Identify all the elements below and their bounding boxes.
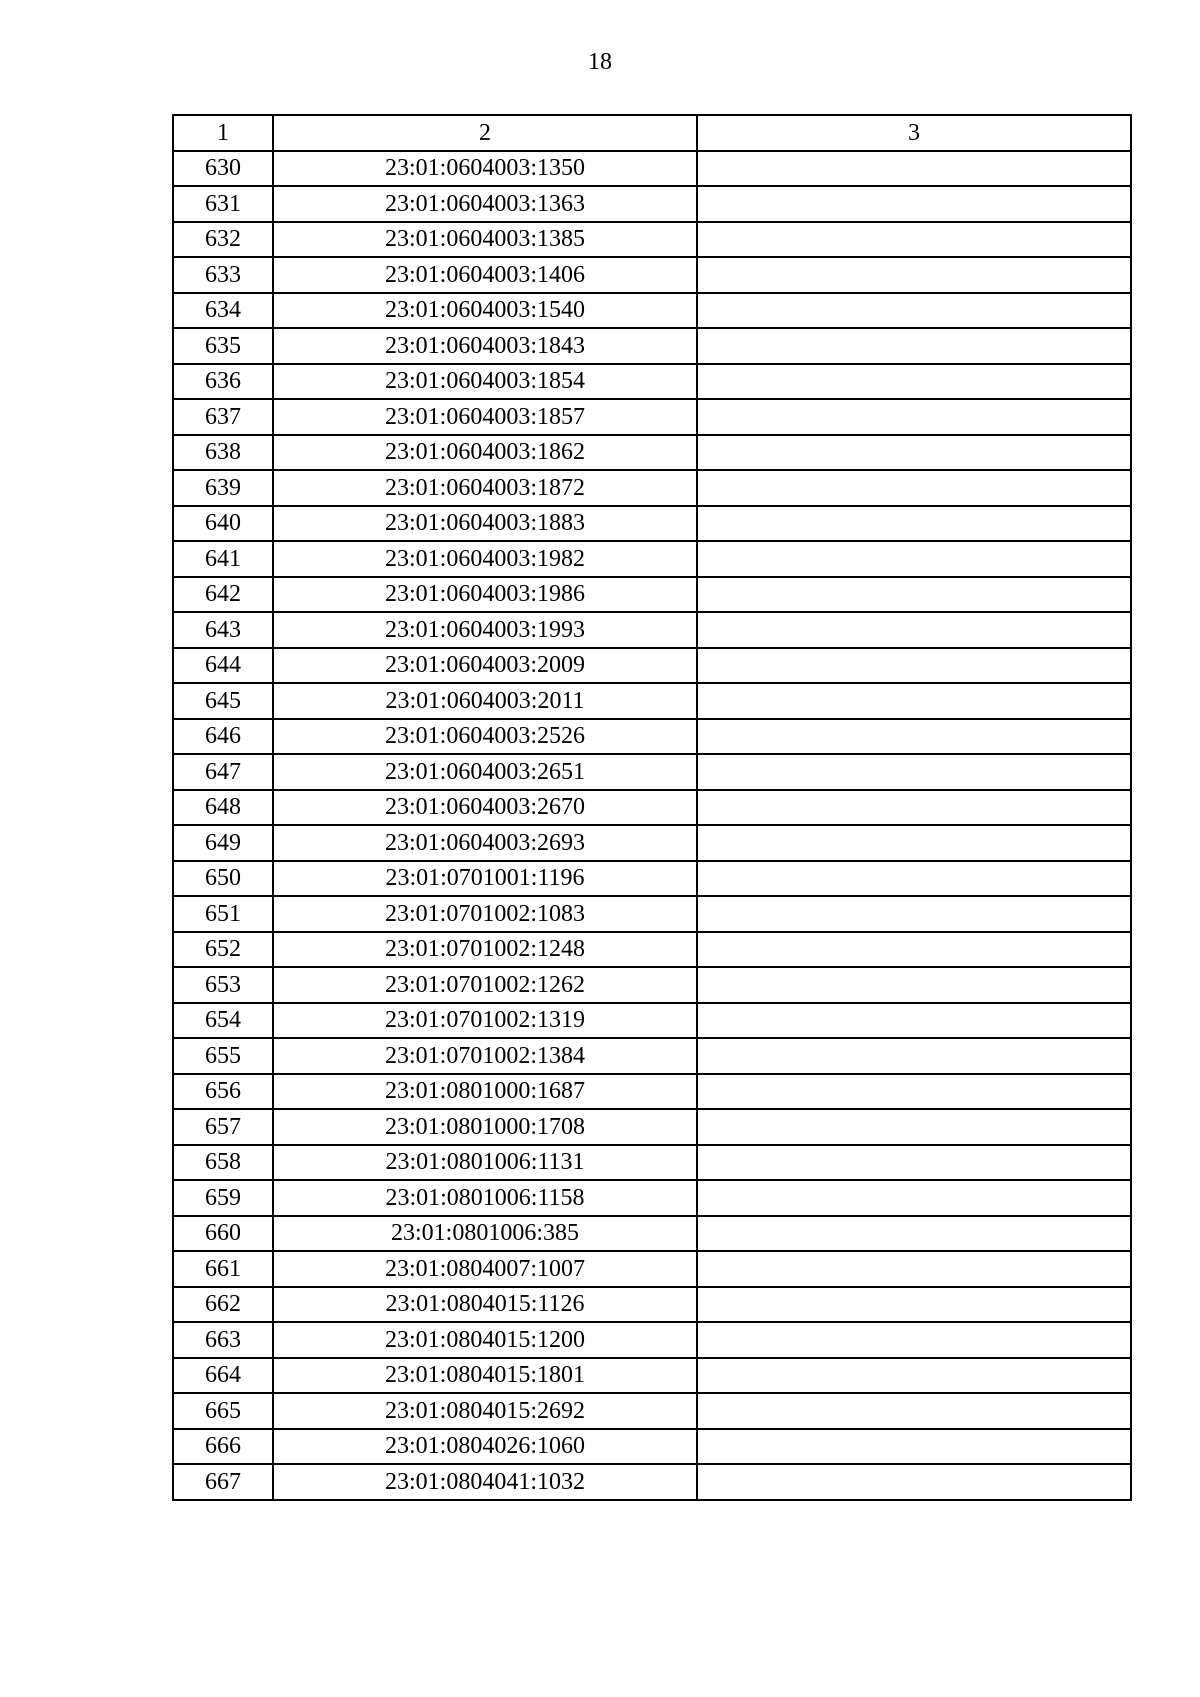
table-row [173, 1180, 1131, 1216]
cadastral-number-cell: 23:01:0604003:1350 [273, 151, 697, 187]
table-row [173, 1145, 1131, 1181]
row-number-cell: 644 [173, 648, 273, 684]
note-cell [697, 151, 1131, 187]
row-number-cell: 667 [173, 1464, 273, 1500]
cadastral-number-cell: 23:01:0604003:1982 [273, 541, 697, 577]
table-row [173, 506, 1131, 542]
page-number: 18 [588, 49, 612, 75]
note-cell [697, 967, 1131, 1003]
row-number-cell: 630 [173, 151, 273, 187]
table-row [173, 470, 1131, 506]
row-number-cell: 649 [173, 825, 273, 861]
table-row [173, 399, 1131, 435]
note-cell [697, 754, 1131, 790]
cadastral-number-cell: 23:01:0604003:2693 [273, 825, 697, 861]
row-number-cell: 654 [173, 1003, 273, 1039]
row-number-cell: 640 [173, 506, 273, 542]
cadastral-number-cell: 23:01:0604003:1363 [273, 186, 697, 222]
note-cell [697, 896, 1131, 932]
note-cell [697, 1393, 1131, 1429]
note-cell [697, 790, 1131, 826]
cadastral-number-cell: 23:01:0701002:1248 [273, 932, 697, 968]
note-cell [697, 932, 1131, 968]
note-cell [697, 1003, 1131, 1039]
row-number-cell: 657 [173, 1109, 273, 1145]
cadastral-number-cell: 23:01:0804041:1032 [273, 1464, 697, 1500]
note-cell [697, 364, 1131, 400]
cadastral-number-cell: 23:01:0604003:1872 [273, 470, 697, 506]
cadastral-number-cell: 23:01:0804007:1007 [273, 1251, 697, 1287]
row-number-cell: 660 [173, 1216, 273, 1252]
table-row [173, 1429, 1131, 1465]
note-cell [697, 222, 1131, 258]
note-cell [697, 1074, 1131, 1110]
note-cell [697, 1145, 1131, 1181]
cadastral-number-cell: 23:01:0604003:2670 [273, 790, 697, 826]
note-cell [697, 1216, 1131, 1252]
note-cell [697, 1109, 1131, 1145]
note-cell [697, 1038, 1131, 1074]
cadastral-number-cell: 23:01:0604003:1986 [273, 577, 697, 613]
row-number-cell: 665 [173, 1393, 273, 1429]
table-row [173, 1251, 1131, 1287]
table-row [173, 293, 1131, 329]
note-cell [697, 861, 1131, 897]
row-number-cell: 646 [173, 719, 273, 755]
column-header-2: 2 [273, 115, 697, 151]
note-cell [697, 1464, 1131, 1500]
table-row [173, 186, 1131, 222]
cadastral-number-cell: 23:01:0604003:1385 [273, 222, 697, 258]
cadastral-number-cell: 23:01:0801006:1131 [273, 1145, 697, 1181]
column-header-3: 3 [697, 115, 1131, 151]
row-number-cell: 655 [173, 1038, 273, 1074]
table-row [173, 648, 1131, 684]
row-number-cell: 653 [173, 967, 273, 1003]
table-row [173, 1003, 1131, 1039]
row-number-cell: 645 [173, 683, 273, 719]
table-row [173, 790, 1131, 826]
note-cell [697, 577, 1131, 613]
row-number-cell: 656 [173, 1074, 273, 1110]
row-number-cell: 631 [173, 186, 273, 222]
note-cell [697, 1322, 1131, 1358]
note-cell [697, 328, 1131, 364]
cadastral-number-cell: 23:01:0701002:1319 [273, 1003, 697, 1039]
row-number-cell: 635 [173, 328, 273, 364]
table-body [173, 151, 1131, 1500]
row-number-cell: 637 [173, 399, 273, 435]
row-number-cell: 643 [173, 612, 273, 648]
note-cell [697, 541, 1131, 577]
cadastral-number-cell: 23:01:0604003:2651 [273, 754, 697, 790]
cadastral-number-cell: 23:01:0604003:1857 [273, 399, 697, 435]
note-cell [697, 825, 1131, 861]
note-cell [697, 435, 1131, 471]
row-number-cell: 642 [173, 577, 273, 613]
cadastral-number-cell: 23:01:0604003:1993 [273, 612, 697, 648]
note-cell [697, 506, 1131, 542]
cadastral-number-cell: 23:01:0604003:1406 [273, 257, 697, 293]
cadastral-number-cell: 23:01:0604003:2011 [273, 683, 697, 719]
cadastral-number-cell: 23:01:0604003:1843 [273, 328, 697, 364]
row-number-cell: 650 [173, 861, 273, 897]
column-header-1: 1 [173, 115, 273, 151]
row-number-cell: 647 [173, 754, 273, 790]
note-cell [697, 257, 1131, 293]
cadastral-number-cell: 23:01:0604003:2009 [273, 648, 697, 684]
note-cell [697, 648, 1131, 684]
table-row [173, 1109, 1131, 1145]
table-row [173, 328, 1131, 364]
row-number-cell: 663 [173, 1322, 273, 1358]
row-number-cell: 651 [173, 896, 273, 932]
cadastral-number-cell: 23:01:0604003:1540 [273, 293, 697, 329]
row-number-cell: 633 [173, 257, 273, 293]
cadastral-number-cell: 23:01:0801006:385 [273, 1216, 697, 1252]
note-cell [697, 1180, 1131, 1216]
table-row [173, 754, 1131, 790]
table-row [173, 967, 1131, 1003]
row-number-cell: 634 [173, 293, 273, 329]
note-cell [697, 612, 1131, 648]
row-number-cell: 648 [173, 790, 273, 826]
cadastral-number-cell: 23:01:0604003:1883 [273, 506, 697, 542]
table-row [173, 719, 1131, 755]
note-cell [697, 1251, 1131, 1287]
table-row [173, 364, 1131, 400]
table-row [173, 1038, 1131, 1074]
row-number-cell: 638 [173, 435, 273, 471]
row-number-cell: 662 [173, 1287, 273, 1323]
table-row [173, 1322, 1131, 1358]
cadastral-number-cell: 23:01:0804026:1060 [273, 1429, 697, 1465]
row-number-cell: 658 [173, 1145, 273, 1181]
row-number-cell: 652 [173, 932, 273, 968]
table-row [173, 541, 1131, 577]
row-number-cell: 641 [173, 541, 273, 577]
cadastral-number-cell: 23:01:0701002:1262 [273, 967, 697, 1003]
table-row [173, 825, 1131, 861]
table-row [173, 932, 1131, 968]
row-number-cell: 664 [173, 1358, 273, 1394]
cadastral-number-cell: 23:01:0604003:1854 [273, 364, 697, 400]
row-number-cell: 639 [173, 470, 273, 506]
row-number-cell: 632 [173, 222, 273, 258]
cadastral-number-cell: 23:01:0701002:1384 [273, 1038, 697, 1074]
table-row [173, 577, 1131, 613]
row-number-cell: 636 [173, 364, 273, 400]
note-cell [697, 1287, 1131, 1323]
table-row [173, 612, 1131, 648]
row-number-cell: 666 [173, 1429, 273, 1465]
cadastral-number-cell: 23:01:0804015:1801 [273, 1358, 697, 1394]
table-row [173, 1358, 1131, 1394]
cadastral-number-cell: 23:01:0801000:1687 [273, 1074, 697, 1110]
table-row [173, 1287, 1131, 1323]
note-cell [697, 719, 1131, 755]
cadastral-number-cell: 23:01:0604003:2526 [273, 719, 697, 755]
note-cell [697, 293, 1131, 329]
table-row [173, 1393, 1131, 1429]
registry-table [172, 114, 1132, 1501]
cadastral-number-cell: 23:01:0804015:2692 [273, 1393, 697, 1429]
cadastral-number-cell: 23:01:0801000:1708 [273, 1109, 697, 1145]
cadastral-number-cell: 23:01:0701002:1083 [273, 896, 697, 932]
table-row [173, 435, 1131, 471]
table-row [173, 257, 1131, 293]
note-cell [697, 399, 1131, 435]
cadastral-number-cell: 23:01:0801006:1158 [273, 1180, 697, 1216]
row-number-cell: 661 [173, 1251, 273, 1287]
table-row [173, 683, 1131, 719]
table-row [173, 1074, 1131, 1110]
table-row [173, 861, 1131, 897]
cadastral-number-cell: 23:01:0804015:1200 [273, 1322, 697, 1358]
note-cell [697, 1358, 1131, 1394]
table-row [173, 896, 1131, 932]
table-row [173, 1216, 1131, 1252]
table-row [173, 222, 1131, 258]
note-cell [697, 186, 1131, 222]
note-cell [697, 470, 1131, 506]
table-row [173, 1464, 1131, 1500]
note-cell [697, 683, 1131, 719]
cadastral-number-cell: 23:01:0701001:1196 [273, 861, 697, 897]
table-row [173, 151, 1131, 187]
note-cell [697, 1429, 1131, 1465]
cadastral-number-cell: 23:01:0604003:1862 [273, 435, 697, 471]
cadastral-number-cell: 23:01:0804015:1126 [273, 1287, 697, 1323]
row-number-cell: 659 [173, 1180, 273, 1216]
table-header-row [173, 115, 1131, 151]
